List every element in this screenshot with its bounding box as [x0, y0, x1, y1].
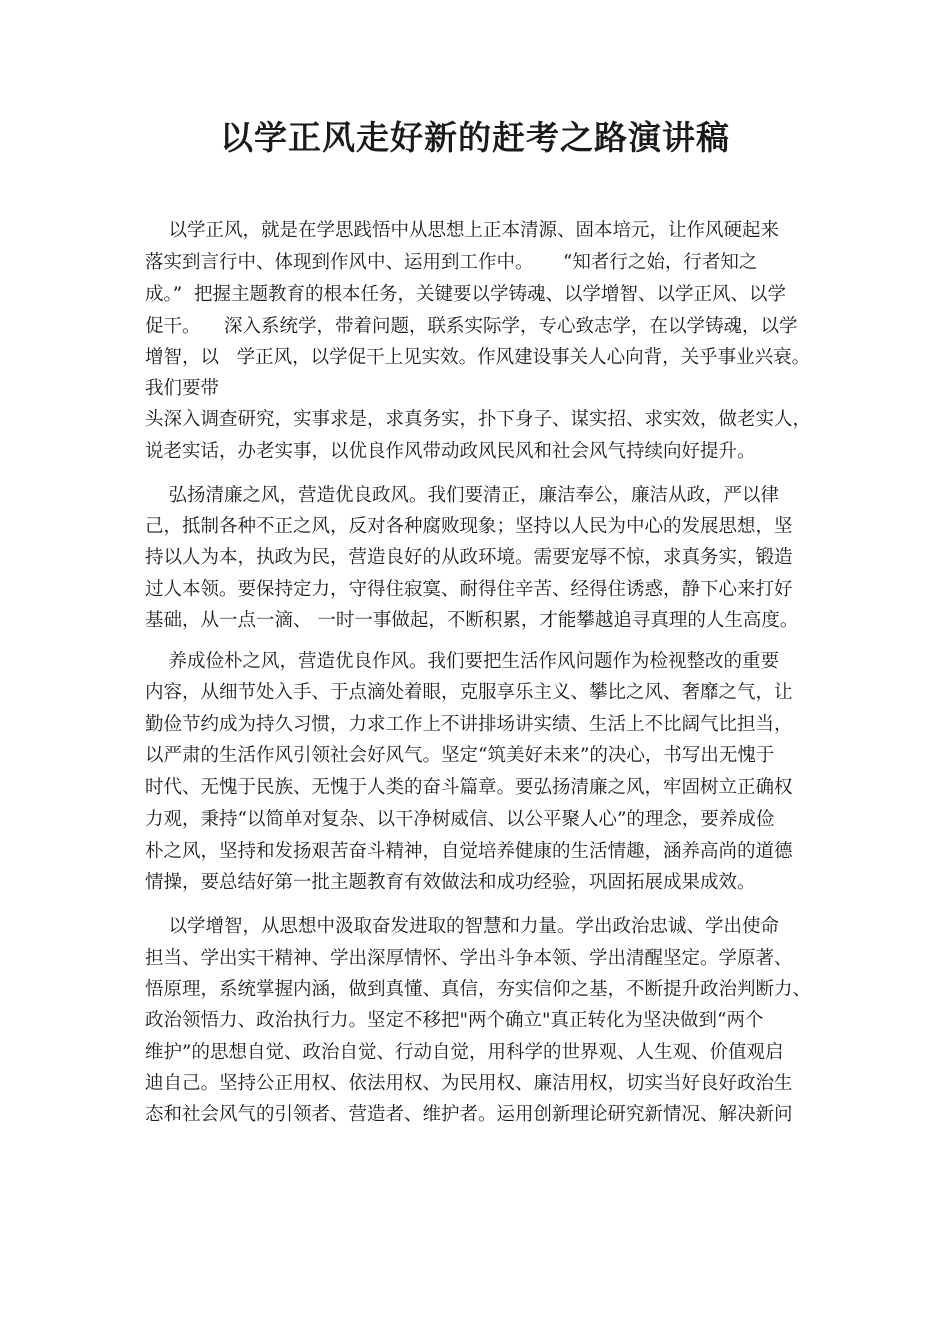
text-line: 以严肃的生活作风引领社会好风气。坚定“筑美好未来”的决心，书写出无愧于	[145, 745, 775, 766]
text-line: 持以人为本，执政为民，营造良好的从政环境。需要宠辱不惊，求真务实，锻造	[145, 547, 793, 568]
text-line: 头深入调查研究，实事求是，求真务实，扑下身子、谋实招、求实效，做老实人，	[145, 409, 812, 430]
text-line: 态和社会风气的引领者、营造者、维护者。运用创新理论研究新情况、解决新问	[145, 1104, 793, 1125]
text-line: 担当、学出实干精神、学出深厚情怀、学出斗争本领、学出清醒坚定。学原著、	[145, 948, 793, 969]
text-line: 政治领悟力、政治执行力。坚定不移把"两个确立"真正转化为坚决做到“两个	[145, 1010, 764, 1031]
text-line: 说老实话，办老实事，以优良作风带动政风民风和社会风气持续向好提升。	[145, 441, 756, 462]
text-line: 情操，要总结好第一批主题教育有效做法和成功经验，巩固拓展成果成效。	[145, 872, 756, 893]
text-line: 基础，从一点一滴、 一时一事做起，不断积累，才能攀越追寻真理的人生高度。	[145, 610, 799, 631]
text-line: 促干。 深入系统学，带着问题，联系实际学，专心致志学，在以学铸魂，以学	[145, 316, 798, 337]
text-line: 力观，秉持“以简单对复杂、以干净树威信、以公平聚人心”的理念，要养成俭	[145, 809, 775, 830]
text-line: 我们要带	[145, 378, 220, 399]
text-line: 迪自己。坚持公正用权、依法用权、为民用权、廉洁用权，切实当好良好政治生	[145, 1073, 793, 1094]
text-line: 弘扬清廉之风，营造优良政风。我们要清正，廉洁奉公，廉洁从政，严以律	[145, 485, 780, 506]
text-line: 增智，以 学正风，以学促干上见实效。作风建设事关人心向背，关乎事业兴衰。	[145, 347, 811, 368]
text-line: 以学正风，就是在学思践悟中从思想上正本清源、固本培元，让作风硬起来	[145, 220, 780, 241]
text-line: 维护”的思想自觉、政治自觉、行动自觉，用科学的世界观、人生观、价值观启	[145, 1042, 784, 1063]
text-line: 朴之风，坚持和发扬艰苦奋斗精神，自觉培养健康的生活情趣，涵养高尚的道德	[145, 841, 793, 862]
text-line: 过人本领。要保持定力，守得住寂寞、耐得住辛苦、经得住诱惑，静下心来打好	[145, 579, 793, 600]
text-line: 成。” 把握主题教育的根本任务，关键要以学铸魂、以学增智、以学正风、以学	[145, 284, 786, 305]
text-line: 勤俭节约成为持久习惯，力求工作上不讲排场讲实绩、生活上不比阔气比担当，	[145, 714, 793, 735]
text-line: 以学增智，从思想中汲取奋发进取的智慧和力量。学出政治忠诚、学出使命	[145, 916, 780, 937]
text-line: 养成俭朴之风，营造优良作风。我们要把生活作风问题作为检视整改的重要	[145, 651, 780, 672]
document-title: 以学正风走好新的赶考之路演讲稿	[220, 118, 730, 157]
text-line: 己，抵制各种不正之风，反对各种腐败现象；坚持以人民为中心的发展思想，坚	[145, 516, 793, 537]
text-line: 时代、无愧于民族、无愧于人类的奋斗篇章。要弘扬清廉之风，牢固树立正确权	[145, 777, 793, 798]
text-line: 落实到言行中、体现到作风中、运用到工作中。 “知者行之始，行者知之	[145, 252, 758, 273]
text-line: 内容，从细节处入手、于点滴处着眼，克服享乐主义、攀比之风、奢靡之气，让	[145, 682, 793, 703]
text-line: 悟原理，系统掌握内涵，做到真懂、真信，夯实信仰之基，不断提升政治判断力、	[145, 979, 812, 1000]
